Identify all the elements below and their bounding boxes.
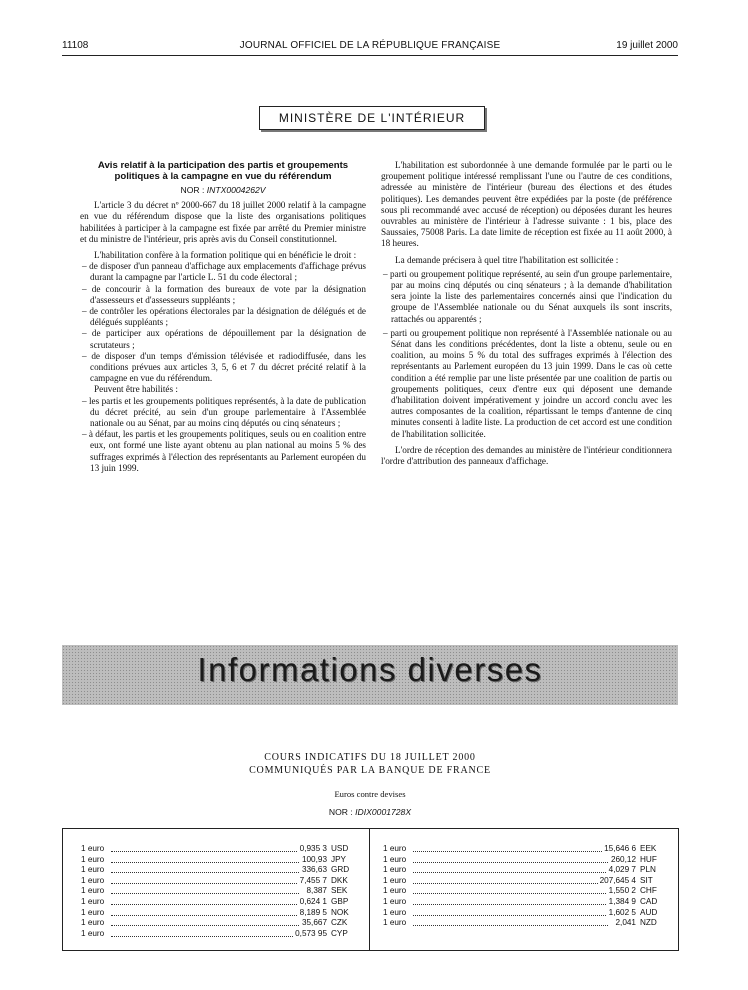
- cours-title-line1: COURS INDICATIFS DU 18 JUILLET 2000: [264, 752, 476, 763]
- table-row: [81, 908, 359, 919]
- rate-label: 1 euro: [81, 865, 105, 875]
- avis-title: [80, 160, 366, 182]
- table-row: [383, 865, 668, 876]
- currency-code: GRD: [331, 865, 350, 875]
- table-row: [383, 876, 668, 887]
- page-number: 11108: [62, 40, 89, 51]
- currency-code: JPY: [331, 854, 347, 864]
- table-row: [383, 855, 668, 866]
- rate-label: 1 euro: [81, 907, 105, 917]
- rate-label: 1 euro: [81, 928, 105, 938]
- rate-label: 1 euro: [383, 886, 407, 896]
- header-rule: [62, 55, 678, 56]
- currency-code: SEK: [331, 886, 348, 896]
- currency-code: CZK: [331, 918, 348, 928]
- currency-code: PLN: [640, 865, 656, 875]
- currency-code: NZD: [640, 918, 657, 928]
- list-item: – de disposer d'un temps d'émission télévisée et radiodiffusée, dans les conditions prévues aux articles 3, 5, 6 et 7 du décret précité relatif à la campagne en vue du référendum.: [82, 350, 366, 384]
- rate-value: 0,935 3: [299, 844, 327, 853]
- currency-code: HUF: [640, 854, 657, 864]
- table-row: [383, 897, 668, 908]
- paragraph: L'article 3 du décret nº 2000-667 du 18 juillet 2000 relatif à la campagne en vue du référendum dispose que la liste des organisations politiques habilitées à participer à la campagne est fixée par arrêté du Premier ministre et du ministre de l'intérieur, pris après avis du Conseil constitutionnel.: [80, 200, 366, 244]
- list-item: – de participer aux opérations de dépouillement par la désignation de scrutateurs ;: [82, 328, 366, 350]
- nor-code: IDIX0001728X: [355, 807, 412, 817]
- list-item: – les partis et les groupements politiques représentés, à la date de publication du décret précité, au sein d'un groupe parlementaire à l'Assemblée nationale ou au Sénat, par au moins cinq députés ou cinq sénateurs ;: [82, 395, 366, 429]
- currency-code: NOK: [331, 907, 349, 917]
- table-row: [81, 929, 359, 940]
- rate-value: 1,384 9: [608, 896, 636, 906]
- rate-label: 1 euro: [383, 918, 407, 928]
- rate-value: 1,550 2: [608, 886, 636, 896]
- rate-label: 1 euro: [81, 896, 105, 906]
- rate-value: 1,602 5: [608, 907, 636, 917]
- currency-code: DKK: [331, 875, 348, 885]
- list-item: – parti ou groupement politique non représenté à l'Assemblée nationale ou au Sénat dans les conditions précédentes, dont la liste a obtenu, seule ou en coalition, au moins 5 % du total des suffrages exprimés à l'élection des représentants au Parlement européen du 13 juin 1999. Dans le cas où cette condition a été remplie par une liste présentée par une coalition de partis ou groupements politiques, ceux d'entre eux qui déposent une demande d'habilitation doivent impérativement y joindre un accord conclu avec les autres composantes de la coalition, répartissant le temps d'antenne de cinq minutes consenti à ladite liste. La production de cet accord est une condition de l'habilitation sollicitée.: [383, 327, 672, 439]
- rate-value: 100,93: [301, 854, 327, 864]
- currency-code: CYP: [331, 928, 348, 938]
- rate-value: 7,455 7: [299, 875, 327, 885]
- rate-label: 1 euro: [81, 918, 105, 928]
- list-item: – de concourir à la formation des bureaux de vote par la désignation d'assesseurs et d'assesseurs suppléants ;: [82, 283, 366, 305]
- cours-nor: [62, 807, 678, 817]
- paragraph: L'habilitation confère à la formation politique qui en bénéficie le droit :: [94, 250, 357, 261]
- table-row: [383, 844, 668, 855]
- table-row: [81, 865, 359, 876]
- rate-label: 1 euro: [81, 844, 105, 853]
- nor-code: INTX0004262V: [206, 185, 266, 195]
- rate-value: 35,667: [301, 918, 327, 928]
- journal-title: JOURNAL OFFICIEL DE LA RÉPUBLIQUE FRANÇAISE: [239, 40, 501, 51]
- right-column: [381, 160, 672, 467]
- left-column: [80, 160, 366, 474]
- section-banner: [62, 645, 678, 705]
- table-row: [81, 897, 359, 908]
- issue-date: 19 juillet 2000: [616, 40, 678, 51]
- banner-title: Informations diverses: [197, 651, 543, 688]
- table-row: [383, 886, 668, 897]
- rate-label: 1 euro: [383, 907, 407, 917]
- paragraph: L'habilitation est subordonnée à une demande formulée par le parti ou le groupement politique intéressé remplissant l'une ou l'autre de ces conditions, adressée au ministère de l'intérieur (bureau des élections et des études politiques). Les demandes peuvent être expédiées par la poste (de préférence sous pli recommandé avec accusé de réception) ou déposées durant les heures ouvrables au ministère de l'intérieur à l'adresse suivante : 1 bis, place des Saussaies, 75008 Paris. La date limite de réception est fixée au 11 août 2000, à 18 heures.: [381, 160, 672, 249]
- rate-value: 207,645 4: [599, 875, 636, 885]
- rate-value: 8,387: [306, 886, 327, 896]
- rates-column-left: [81, 844, 359, 939]
- table-row: [81, 886, 359, 897]
- avis-nor: [80, 185, 366, 196]
- nor-label: NOR :: [328, 807, 353, 817]
- table-row: [81, 918, 359, 929]
- rate-label: 1 euro: [81, 854, 105, 864]
- table-row: [383, 918, 668, 929]
- paragraph: L'ordre de réception des demandes au ministère de l'intérieur conditionnera l'ordre d'attribution des panneaux d'affichage.: [381, 444, 672, 467]
- rate-label: 1 euro: [383, 896, 407, 906]
- page-header: [62, 40, 678, 56]
- rate-value: 0,624 1: [299, 896, 327, 906]
- rate-label: 1 euro: [383, 844, 407, 853]
- exchange-rates-table: [62, 828, 679, 951]
- currency-code: USD: [331, 844, 349, 853]
- currency-code: CAD: [640, 896, 658, 906]
- rate-label: 1 euro: [383, 854, 407, 864]
- currency-code: AUD: [640, 907, 658, 917]
- table-row: [81, 855, 359, 866]
- cours-subtitle: Euros contre devises: [334, 789, 406, 799]
- table-row: [383, 908, 668, 919]
- cours-title-line2: COMMUNIQUÉS PAR LA BANQUE DE FRANCE: [249, 765, 491, 776]
- list-item: – de contrôler les opérations électorales par la désignation de délégués et de délégués suppléants ;: [82, 306, 366, 328]
- rate-value: 260,12: [610, 854, 636, 864]
- rate-value: 0,573 95: [295, 928, 327, 938]
- avis-title-line1: Avis relatif à la participation des partis et groupements: [97, 160, 349, 171]
- rate-value: 4,029 7: [608, 865, 636, 875]
- paragraph: Peuvent être habilités :: [94, 384, 178, 395]
- currency-code: GBP: [331, 896, 349, 906]
- avis-title-line2: politiques à la campagne en vue du référendum: [114, 171, 332, 182]
- list-item: – de disposer d'un panneau d'affichage aux emplacements d'affichage prévus durant la campagne par l'article L. 51 du code électoral ;: [82, 261, 366, 283]
- currency-code: EEK: [640, 844, 657, 853]
- table-row: [81, 876, 359, 887]
- nor-label: NOR :: [180, 185, 205, 195]
- list-item: – parti ou groupement politique représenté, au sein d'un groupe parlementaire, par au moins cinq députés ou cinq sénateurs ; à la demande d'habilitation sera jointe la liste des parlementaires concernés ainsi que l'indication du groupe de l'Assemblée nationale ou du Sénat auxquels ils sont inscrits, rattachés ou apparentés ;: [383, 268, 672, 324]
- ministry-heading: MINISTÈRE DE L'INTÉRIEUR: [259, 106, 485, 130]
- rates-column-right: [383, 844, 668, 929]
- currency-code: SIT: [640, 875, 653, 885]
- paragraph: La demande précisera à quel titre l'habilitation est sollicitée :: [395, 254, 619, 265]
- rate-value: 15,646 6: [604, 844, 636, 853]
- rate-value: 2,041: [615, 918, 636, 928]
- rate-value: 8,189 5: [299, 907, 327, 917]
- list-item: – à défaut, les partis et les groupements politiques, seuls ou en coalition entre eux, ont formé une liste ayant obtenu au plan national au moins 5 % des suffrages exprimés à l'élection des représentants au Parlement européen du 13 juin 1999.: [82, 429, 366, 473]
- rate-value: 336,63: [301, 865, 327, 875]
- table-row: [81, 844, 359, 855]
- rate-label: 1 euro: [383, 865, 407, 875]
- rate-label: 1 euro: [81, 886, 105, 896]
- rate-label: 1 euro: [81, 875, 105, 885]
- table-divider: [369, 829, 370, 950]
- currency-code: CHF: [640, 886, 657, 896]
- rate-label: 1 euro: [383, 875, 407, 885]
